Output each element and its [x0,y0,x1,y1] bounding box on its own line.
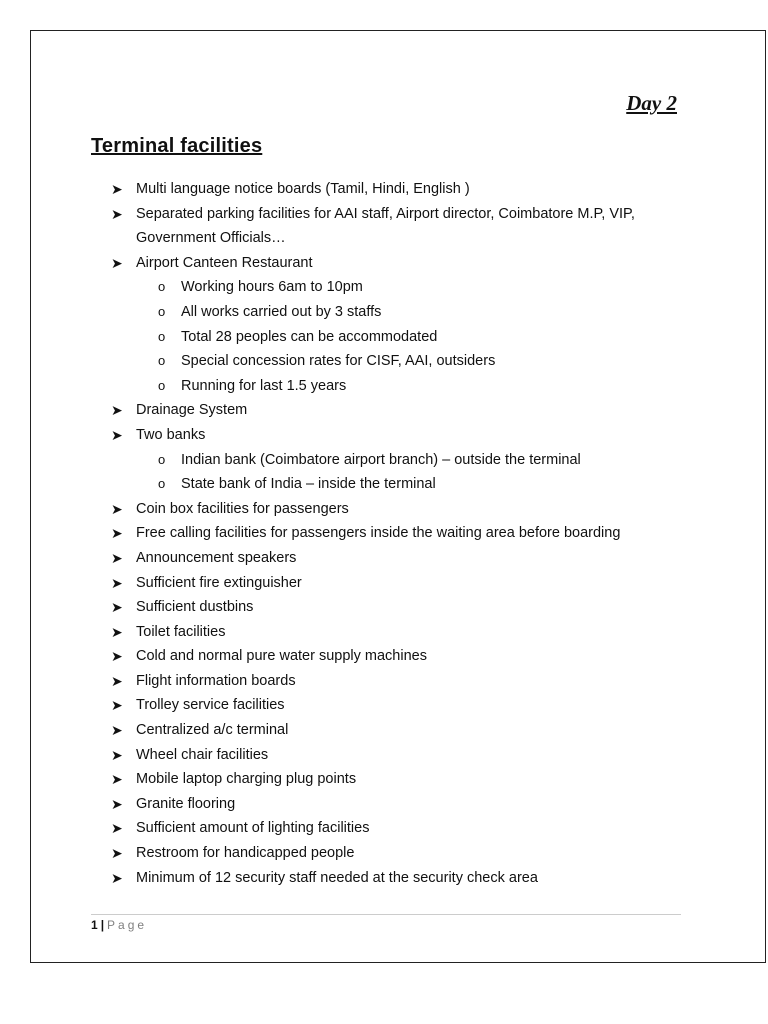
arrowhead-bullet-icon: ➤ [111,549,123,566]
sub-list-item-text: Working hours 6am to 10pm [181,279,363,296]
arrowhead-bullet-icon: ➤ [111,648,123,665]
list-item-text: Sufficient dustbins [136,599,254,616]
arrowhead-bullet-icon: ➤ [111,845,123,862]
circle-bullet-icon: o [158,303,166,319]
list-item-text: Toilet facilities [136,623,226,640]
circle-bullet-icon: o [158,328,166,344]
list-item [111,792,711,817]
sub-list-item-text: Indian bank (Coimbatore airport branch) – outside the terminal [181,451,581,468]
list-item [111,521,711,546]
sub-list-item-text: Total 28 peoples can be accommodated [181,328,438,345]
circle-bullet-icon: o [158,353,166,369]
facility-list [111,177,711,890]
arrowhead-bullet-icon: ➤ [111,672,123,689]
page-separator: | [100,918,105,932]
list-item-text: Coin box facilities for passengers [136,500,349,517]
arrowhead-bullet-icon: ➤ [111,254,123,271]
page-number: 1 [91,918,98,932]
sub-list-item [111,349,711,374]
sub-list-item [111,275,711,300]
arrowhead-bullet-icon: ➤ [111,181,123,197]
sub-list-item [111,374,711,399]
list-item [111,620,711,645]
arrowhead-bullet-icon: ➤ [111,574,123,591]
arrowhead-bullet-icon: ➤ [111,746,123,763]
list-item [111,718,711,743]
sub-list-item [111,448,711,473]
day-heading: Day 2 [626,91,677,115]
page-footer [91,917,147,933]
list-item [111,743,711,768]
list-item-text: Sufficient amount of lighting facilities [136,820,370,837]
list-item [111,866,711,891]
arrowhead-bullet-icon: ➤ [111,500,123,517]
sub-list-item-text: Special concession rates for CISF, AAI, outsiders [181,353,496,370]
arrowhead-bullet-icon: ➤ [111,402,123,419]
document-page [30,30,766,963]
arrowhead-bullet-icon: ➤ [111,525,123,542]
sub-list-item-text: Running for last 1.5 years [181,377,347,394]
circle-bullet-icon: o [158,451,166,467]
arrowhead-bullet-icon: ➤ [111,426,123,443]
page-label: Page [107,918,148,932]
sub-list-item-text: State bank of India – inside the terminal [181,476,436,493]
arrowhead-bullet-icon: ➤ [111,623,123,640]
list-item-text: Announcement speakers [136,549,297,566]
section-title: Terminal facilities [91,135,263,157]
arrowhead-bullet-icon: ➤ [111,820,123,837]
list-item-text: Granite flooring [136,795,236,812]
arrowhead-bullet-icon: ➤ [111,795,123,812]
list-item [111,546,711,571]
list-item-text: Drainage System [136,402,248,419]
list-item [111,816,711,841]
list-item-text: Separated parking facilities for AAI staff, Airport director, Coimbatore M.P, VIP, Government Officials… [136,205,635,247]
circle-bullet-icon: o [158,279,166,295]
list-item-text: Centralized a/c terminal [136,722,289,739]
list-item-text: Free calling facilities for passengers inside the waiting area before boarding [136,525,621,542]
list-item [111,251,711,276]
list-item-text: Restroom for handicapped people [136,845,355,862]
list-item-text: Wheel chair facilities [136,746,269,763]
list-item [111,767,711,792]
arrowhead-bullet-icon: ➤ [111,869,123,886]
arrowhead-bullet-icon: ➤ [111,599,123,616]
list-item [111,202,711,251]
list-item-text: Trolley service facilities [136,697,285,714]
sub-list-item [111,472,711,497]
list-item-text: Cold and normal pure water supply machines [136,648,427,665]
list-item-text: Flight information boards [136,672,296,689]
circle-bullet-icon: o [158,377,166,393]
list-item-text: Multi language notice boards (Tamil, Hindi, English ) [136,181,470,197]
list-item-text: Sufficient fire extinguisher [136,574,302,591]
circle-bullet-icon: o [158,476,166,492]
list-item [111,398,711,423]
sub-list-item [111,300,711,325]
list-item [111,177,711,202]
footer-divider [91,914,681,915]
list-item [111,497,711,522]
list-item [111,595,711,620]
list-item [111,571,711,596]
list-item [111,669,711,694]
list-item-text: Minimum of 12 security staff needed at the security check area [136,869,538,886]
sub-list-item [111,325,711,350]
arrowhead-bullet-icon: ➤ [111,722,123,739]
arrowhead-bullet-icon: ➤ [111,697,123,714]
arrowhead-bullet-icon: ➤ [111,205,123,222]
list-item-text: Two banks [136,426,206,443]
arrowhead-bullet-icon: ➤ [111,771,123,788]
sub-list-item-text: All works carried out by 3 staffs [181,303,382,320]
list-item-text: Airport Canteen Restaurant [136,254,313,271]
list-item-text: Mobile laptop charging plug points [136,771,357,788]
list-item [111,423,711,448]
list-item [111,644,711,669]
list-item [111,693,711,718]
list-item [111,841,711,866]
